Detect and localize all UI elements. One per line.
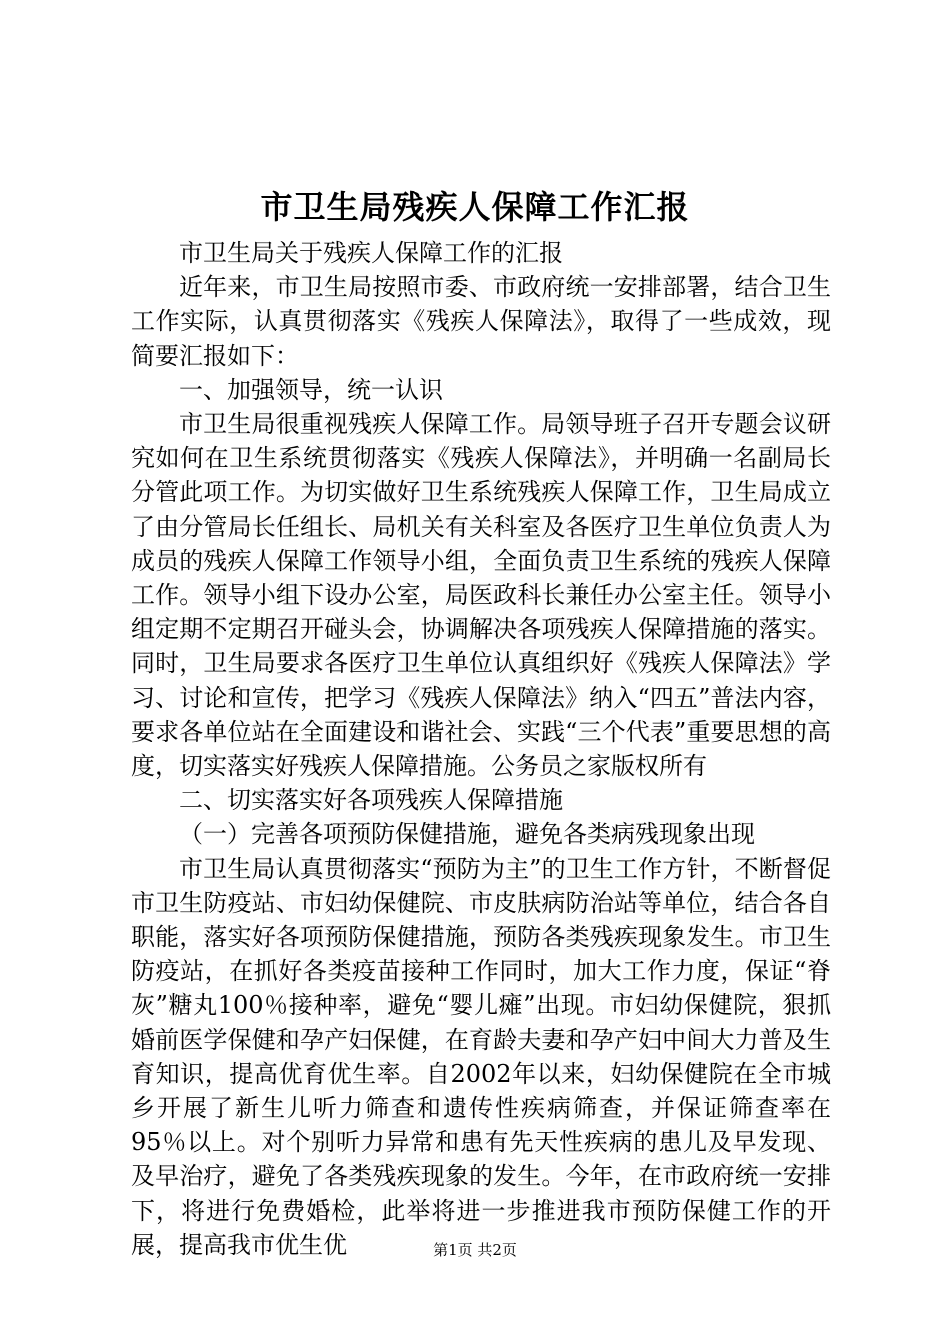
section-heading-2: 二、切实落实好各项残疾人保障措施	[179, 786, 563, 815]
page-number-footer: 第1页 共2页	[433, 1241, 517, 1259]
document-subtitle: 市卫生局关于残疾人保障工作的汇报	[179, 239, 563, 267]
section-heading-1: 一、加强领导，统一认识	[179, 375, 443, 404]
subsection-2-1-paragraph: 市卫生局认真贯彻落实“预防为主”的卫生工作方针，不断督促市卫生防疫站、市妇幼保健院、市皮肤病防治站等单位，结合各自职能，落实好各项预防保健措施，预防各类残疾现象发生。市卫生防疫站，在抓好各类疫苗接种工作同时，加大工作力度，保证“脊灰”糖丸100％接种率，避免“婴儿瘫”出现。市妇幼保健院，狠抓婚前医学保健和孕产妇保健，在育龄夫妻和孕产妇中间大力普及生育知识，提高优育优生率。自2002年以来，妇幼保健院在全市城乡开展了新生儿听力筛查和遗传性疾病筛查，并保证筛查率在95％以上。对个别听力异常和患有先天性疾病的患儿及早发现、及早治疗，避免了各类残疾现象的发生。今年，在市政府统一安排下，将进行免费婚检，此举将进一步推进我市预防保健工作的开展，提高我市优生优	[131, 854, 831, 1259]
intro-paragraph: 近年来，市卫生局按照市委、市政府统一安排部署，结合卫生工作实际，认真贯彻落实《残疾人保障法》，取得了一些成效，现简要汇报如下：	[131, 273, 831, 370]
subsection-heading-2-1: （一）完善各项预防保健措施，避免各类病残现象出现	[179, 820, 755, 849]
section-1-paragraph: 市卫生局很重视残疾人保障工作。局领导班子召开专题会议研究如何在卫生系统贯彻落实《残疾人保障法》，并明确一名副局长分管此项工作。为切实做好卫生系统残疾人保障工作，卫生局成立了由分管局长任组长、局机关有关科室及各医疗卫生单位负责人为成员的残疾人保障工作领导小组，全面负责卫生系统的残疾人保障工作。领导小组下设办公室，局医政科长兼任办公室主任。领导小组定期不定期召开碰头会，协调解决各项残疾人保障措施的落实。同时，卫生局要求各医疗卫生单位认真组织好《残疾人保障法》学习、讨论和宣传，把学习《残疾人保障法》纳入“四五”普法内容，要求各单位站在全面建设和谐社会、实践“三个代表”重要思想的高度，切实落实好残疾人保障措施。公务员之家版权所有	[131, 410, 831, 781]
document-body	[131, 236, 831, 1262]
document-title: 市卫生局残疾人保障工作汇报	[260, 188, 690, 226]
